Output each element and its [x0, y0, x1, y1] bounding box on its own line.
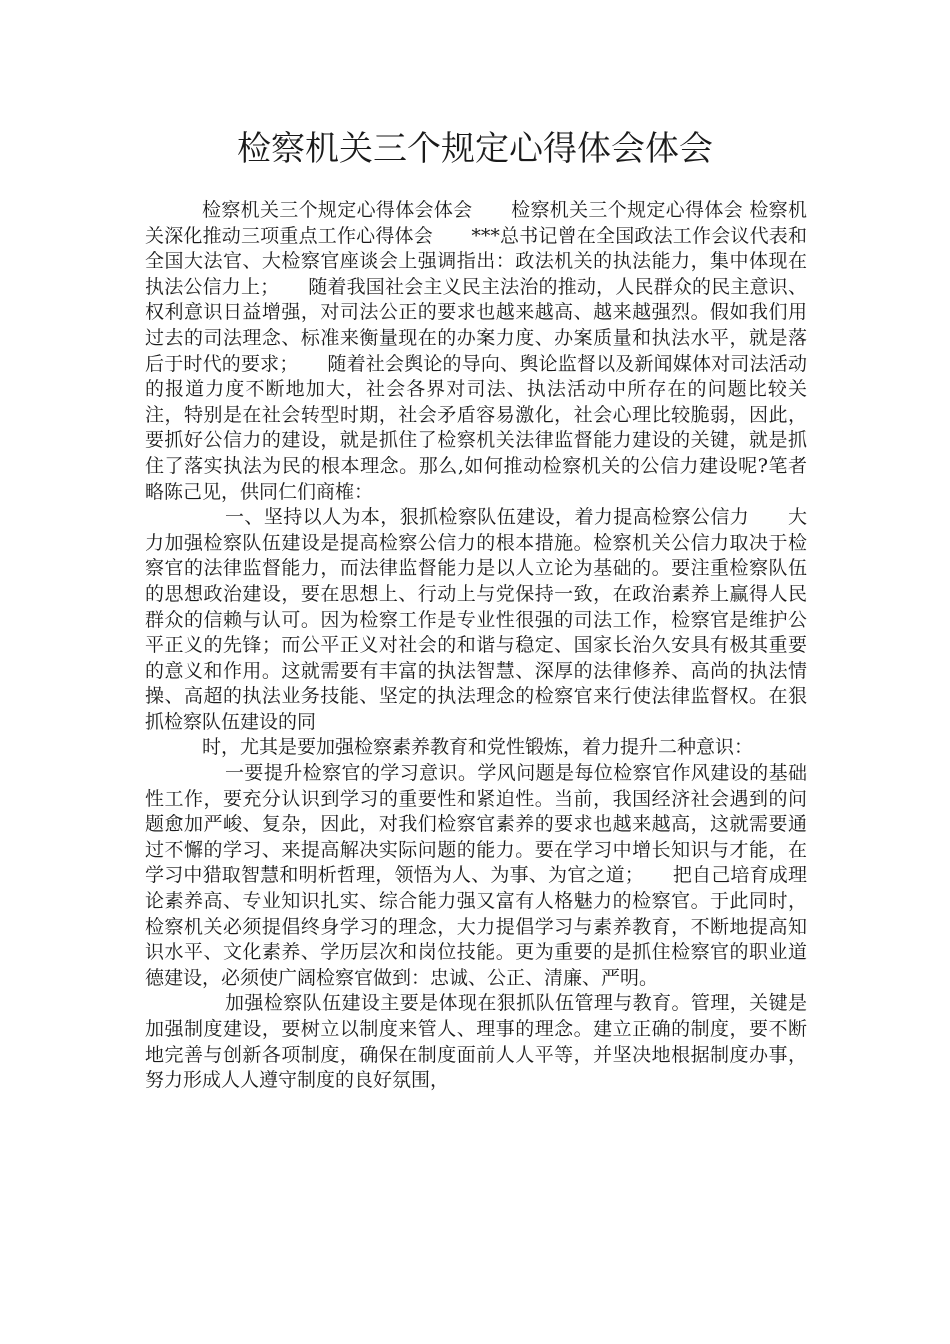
- paragraph-intro: 检察机关三个规定心得体会体会 检察机关三个规定心得体会 检察机关深化推动三项重点工作心得体会 ***总书记曾在全国政法工作会议代表和全国大法官、大检察官座谈会上强调指出：政法机关的执法能力，集中体现在执法公信力上； 随着我国社会主义民主法治的推动，人民群众的民主意识、权利意识日益增强，对司法公正的要求也越来越高、越来越强烈。假如我们用过去的司法理念、标准来衡量现在的办案力度、办案质量和执法水平，就是落后于时代的要求； 随着社会舆论的导向、舆论监督以及新闻媒体对司法活动的报道力度不断地加大，社会各界对司法、执法活动中所存在的问题比较关注，特别是在社会转型时期，社会矛盾容易激化，社会心理比较脆弱，因此，要抓好公信力的建设，就是抓住了检察机关法律监督能力建设的关键，就是抓住了落实执法为民的根本理念。那么,如何推动检察机关的公信力建设呢?笔者略陈己见，供同仁们商榷：: [145, 199, 807, 503]
- paragraph-team-management: 加强检察队伍建设主要是体现在狠抓队伍管理与教育。管理，关键是加强制度建设，要树立以制度来管人、理事的理念。建立正确的制度，要不断地完善与创新各项制度，确保在制度面前人人平等，并坚决地根据制度办事，努力形成人人遵守制度的良好氛围，: [145, 992, 807, 1092]
- paragraph-two-awareness: 时，尤其是要加强检察素养教育和党性锻炼，着力提升二种意识：: [202, 736, 754, 759]
- paragraph-learning-awareness: 一要提升检察官的学习意识。学风问题是每位检察官作风建设的基础性工作，要充分认识到学习的重要性和紧迫性。当前，我国经济社会遇到的问题愈加严峻、复杂，因此，对我们检察官素养的要求也越来越高，这就需要通过不懈的学习、来提高解决实际问题的能力。要在学习中增长知识与才能，在学习中猎取智慧和明析哲理，领悟为人、为事、为官之道； 把自己培育成理论素养高、专业知识扎实、综合能力强又富有人格魅力的检察官。于此同时，检察机关必须提倡终身学习的理念，大力提倡学习与素养教育，不断地提高知识水平、文化素养、学历层次和岗位技能。更为重要的是抓住检察官的职业道德建设，必须使广阔检察官做到：忠诚、公正、清廉、严明。: [145, 762, 807, 989]
- document-body: [145, 198, 807, 1094]
- document-title: 检察机关三个规定心得体会体会: [237, 129, 713, 169]
- paragraph-section-one: 一、坚持以人为本，狠抓检察队伍建设，着力提高检察公信力 大力加强检察队伍建设是提高检察公信力的根本措施。检察机关公信力取决于检察官的法律监督能力，而法律监督能力是以人立论为基础的。要注重检察队伍的思想政治建设，要在思想上、行动上与党保持一致，在政治素养上赢得人民群众的信赖与认可。因为检察工作是专业性很强的司法工作，检察官是维护公平正义的先锋；而公平正义对社会的和谐与稳定、国家长治久安具有极其重要的意义和作用。这就需要有丰富的执法智慧、深厚的法律修养、高尚的执法情操、高超的执法业务技能、坚定的执法理念的检察官来行使法律监督权。在狠抓检察队伍建设的同: [145, 506, 807, 733]
